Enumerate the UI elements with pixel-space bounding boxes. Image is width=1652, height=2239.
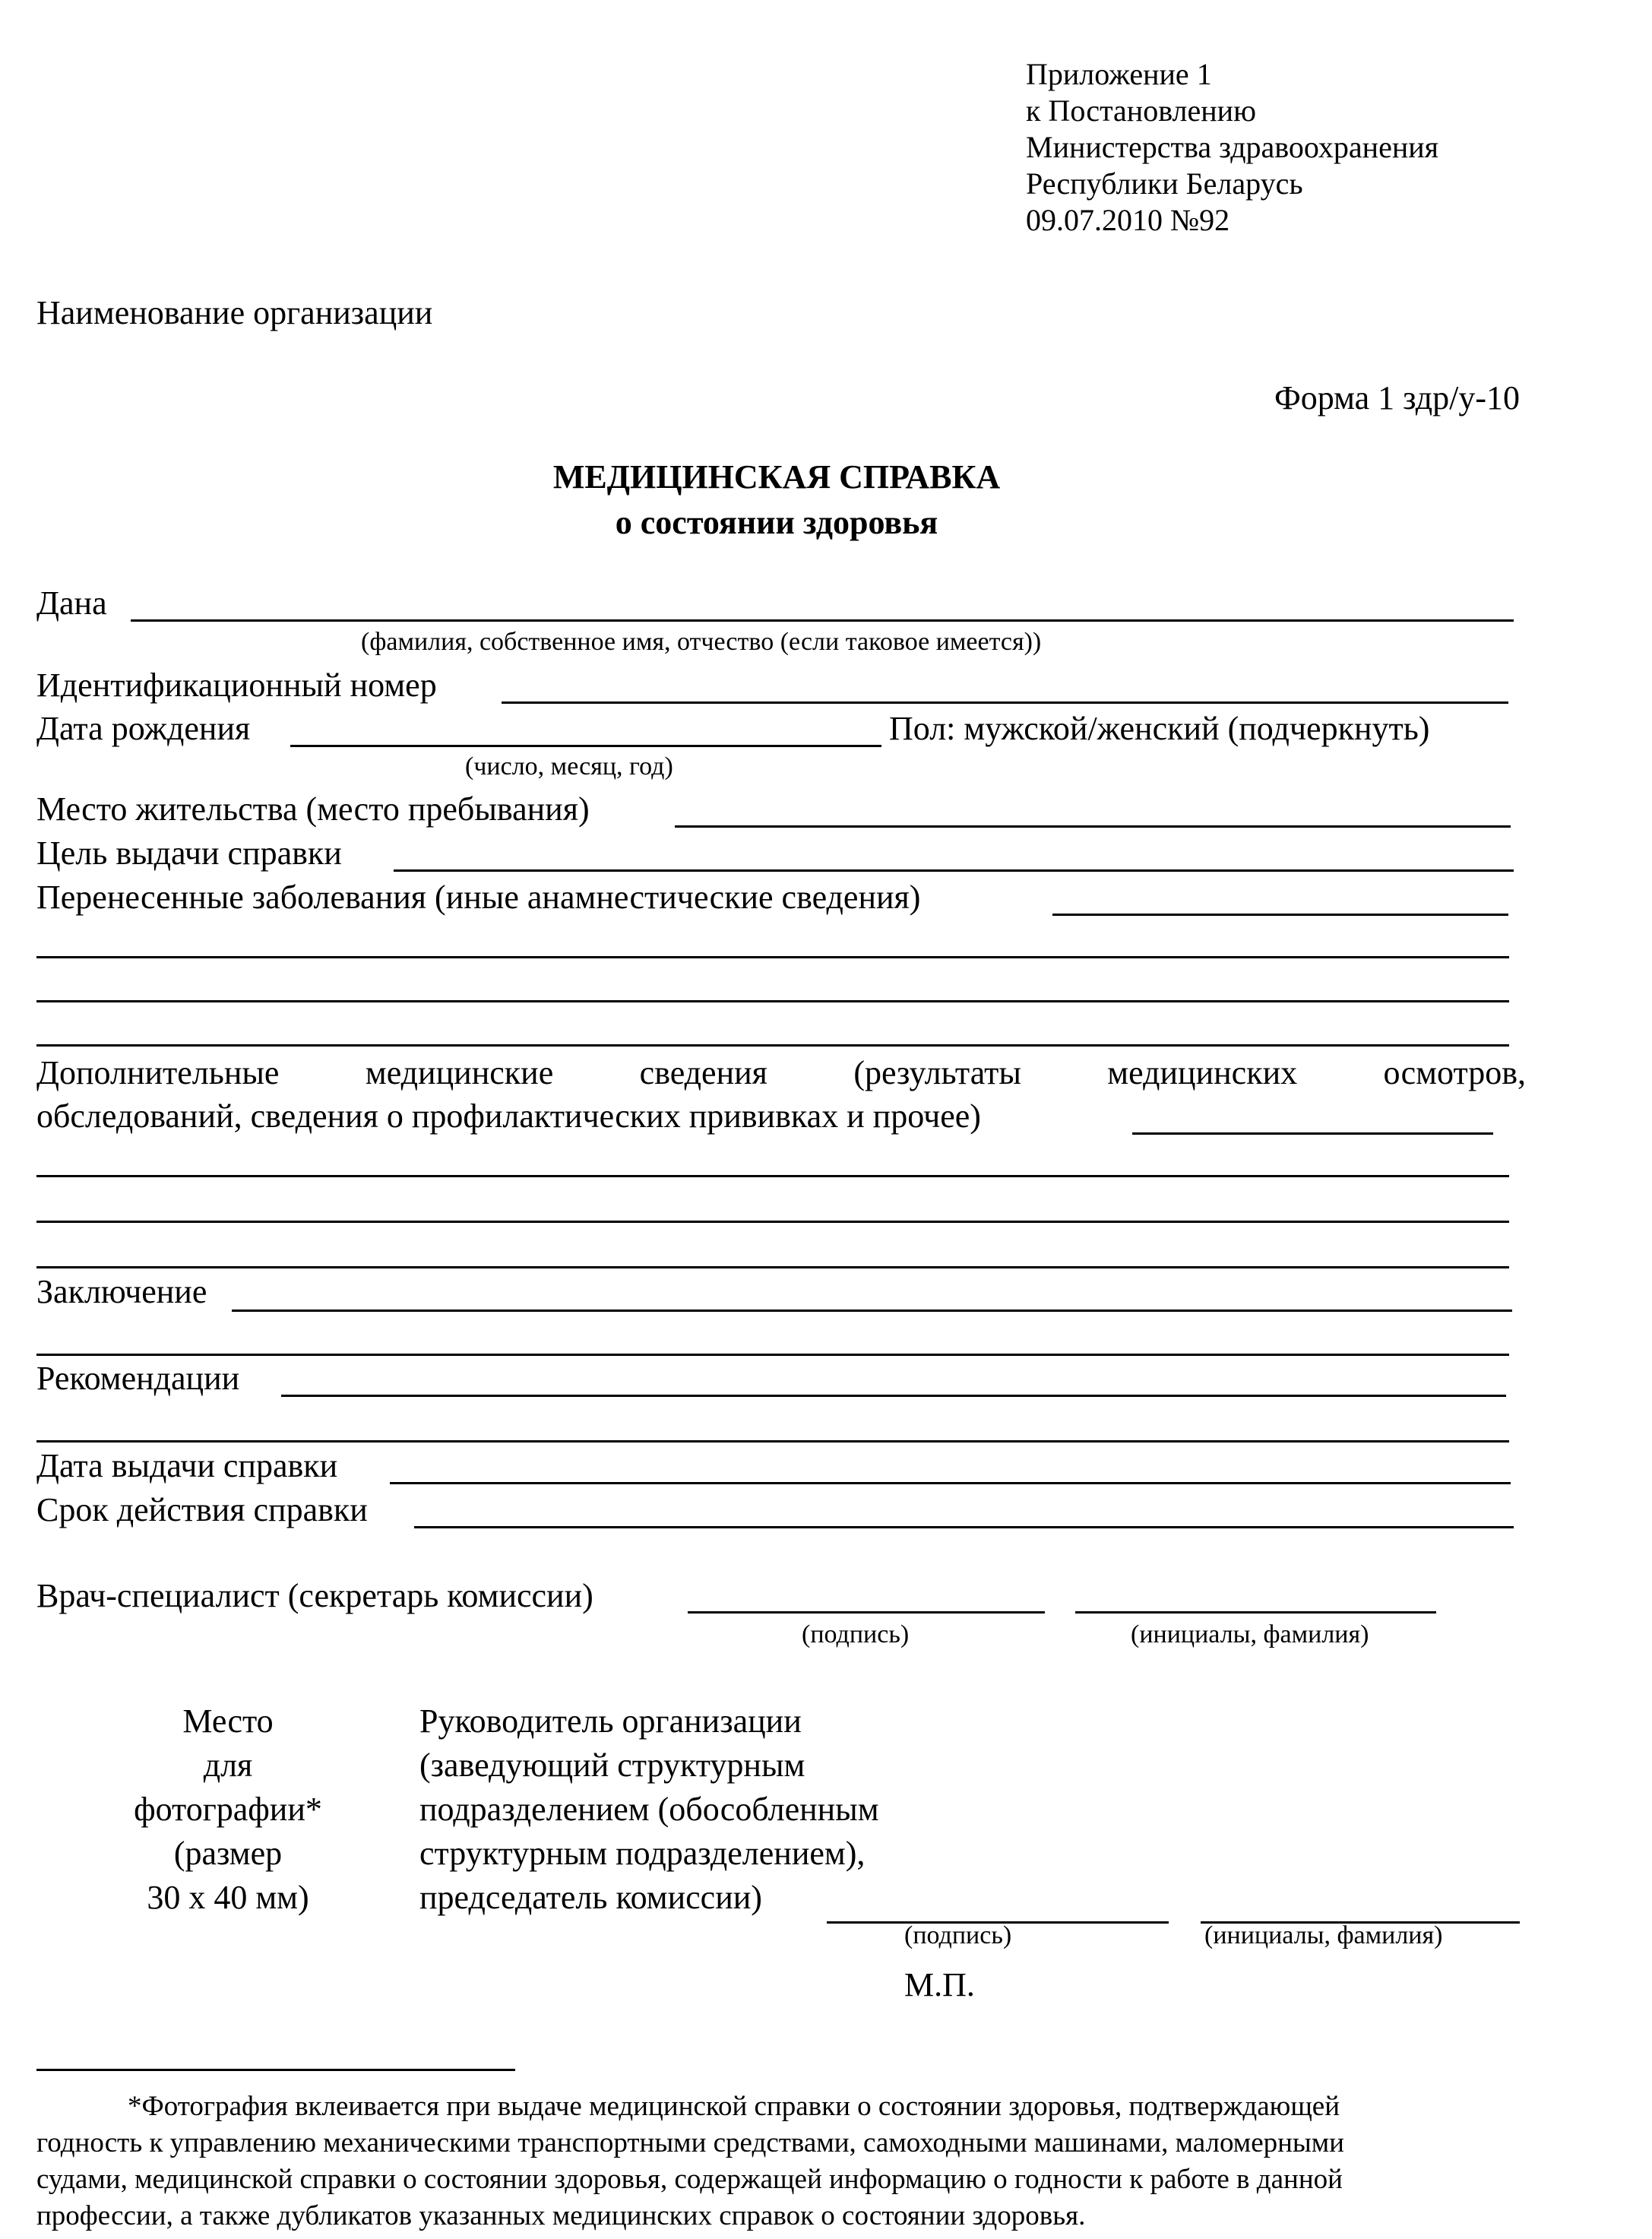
photo-placeholder bbox=[114, 1699, 342, 1920]
issue-date-label: Дата выдачи справки bbox=[36, 1447, 338, 1484]
document-subtitle: о состоянии здоровья bbox=[615, 504, 938, 541]
issue-date-input[interactable] bbox=[390, 1451, 1514, 1483]
footnote-line: профессии, а также дубликатов указанных медицинских справок о состоянии здоровья. bbox=[36, 2200, 1086, 2231]
head-signature-hint: (подпись) bbox=[904, 1921, 1012, 1949]
additional-label-line2: обследований, сведения о профилактических прививках и прочее) bbox=[36, 1097, 981, 1135]
additional-blank-line[interactable] bbox=[36, 1175, 1509, 1177]
additional-label-line1 bbox=[36, 1056, 1526, 1090]
sex-label[interactable]: Пол: мужской/женский (подчеркнуть) bbox=[889, 710, 1430, 747]
head-label-block bbox=[419, 1699, 879, 1920]
head-line: структурным подразделением), bbox=[419, 1835, 866, 1872]
form-code: Форма 1 здр/у-10 bbox=[1274, 379, 1520, 416]
photo-line: для bbox=[203, 1747, 253, 1784]
issued-to-label: Дана bbox=[36, 584, 107, 622]
past-diseases-input[interactable] bbox=[1052, 882, 1511, 914]
head-line: Руководитель организации bbox=[419, 1702, 802, 1740]
organization-label: Наименование организации bbox=[36, 294, 433, 331]
photo-line: 30 х 40 мм) bbox=[147, 1879, 309, 1916]
conclusion-input[interactable] bbox=[232, 1278, 1515, 1310]
additional-label-text: Дополнительные медицинские сведения (результаты медицинских осмотров, bbox=[36, 1054, 1526, 1091]
birth-date-input[interactable] bbox=[290, 714, 885, 746]
photo-line: Место bbox=[182, 1702, 274, 1740]
residence-label: Место жительства (место пребывания) bbox=[36, 790, 590, 828]
footnote-separator bbox=[36, 2069, 515, 2071]
doctor-name-hint: (инициалы, фамилия) bbox=[1131, 1620, 1369, 1648]
validity-label: Срок действия справки bbox=[36, 1491, 368, 1528]
additional-blank-line[interactable] bbox=[36, 1266, 1509, 1268]
validity-input[interactable] bbox=[414, 1495, 1517, 1527]
past-diseases-blank-line[interactable] bbox=[36, 956, 1509, 958]
stamp-label: М.П. bbox=[904, 1966, 975, 2003]
head-line: председатель комиссии) bbox=[419, 1879, 762, 1916]
id-number-label: Идентификационный номер bbox=[36, 667, 437, 704]
purpose-input[interactable] bbox=[394, 838, 1517, 870]
recommendations-label: Рекомендации bbox=[36, 1360, 240, 1397]
footnote-line: судами, медицинской справки о состоянии здоровья, содержащей информацию о годности к работе в данной bbox=[36, 2164, 1343, 2195]
approval-line: Республики Беларусь bbox=[1026, 166, 1303, 201]
purpose-label: Цель выдачи справки bbox=[36, 834, 342, 872]
head-line: (заведующий структурным bbox=[419, 1747, 805, 1784]
doctor-signature-line[interactable] bbox=[688, 1611, 1045, 1614]
conclusion-blank-line[interactable] bbox=[36, 1354, 1509, 1356]
issued-to-hint: (фамилия, собственное имя, отчество (если таковое имеется)) bbox=[361, 628, 1042, 656]
footnote-line: годность к управлению механическими транспортными средствами, самоходными машинами, маломерными bbox=[36, 2127, 1344, 2158]
document-title: МЕДИЦИНСКАЯ СПРАВКА bbox=[552, 458, 1001, 496]
id-number-input[interactable] bbox=[502, 670, 1511, 702]
doctor-name-line[interactable] bbox=[1075, 1611, 1436, 1614]
approval-line: Министерства здравоохранения bbox=[1026, 130, 1439, 164]
issued-to-input[interactable] bbox=[131, 588, 1517, 620]
footnote bbox=[36, 2089, 1526, 2234]
head-line: подразделением (обособленным bbox=[419, 1791, 879, 1828]
past-diseases-blank-line[interactable] bbox=[36, 1044, 1509, 1047]
footnote-line: *Фотография вклеивается при выдаче медицинской справки о состоянии здоровья, подтверждающей bbox=[128, 2091, 1340, 2122]
approval-line: Приложение 1 bbox=[1026, 57, 1212, 91]
past-diseases-label: Перенесенные заболевания (иные анамнестические сведения) bbox=[36, 879, 921, 916]
photo-line: фотографии* bbox=[134, 1791, 322, 1828]
conclusion-label: Заключение bbox=[36, 1273, 207, 1310]
doctor-signature-hint: (подпись) bbox=[802, 1620, 910, 1648]
approval-line: к Постановлению bbox=[1026, 93, 1256, 128]
approval-line: 09.07.2010 №92 bbox=[1026, 203, 1230, 237]
recommendations-blank-line[interactable] bbox=[36, 1440, 1509, 1443]
recommendations-input[interactable] bbox=[281, 1363, 1509, 1395]
birth-date-label: Дата рождения bbox=[36, 710, 251, 747]
past-diseases-blank-line[interactable] bbox=[36, 1000, 1509, 1002]
additional-input[interactable] bbox=[1132, 1101, 1496, 1133]
doctor-label: Врач-специалист (секретарь комиссии) bbox=[36, 1577, 593, 1614]
photo-line: (размер bbox=[173, 1835, 283, 1872]
residence-input[interactable] bbox=[675, 794, 1514, 826]
birth-date-hint: (число, месяц, год) bbox=[465, 752, 673, 781]
additional-blank-line[interactable] bbox=[36, 1221, 1509, 1223]
head-name-hint: (инициалы, фамилия) bbox=[1204, 1921, 1443, 1949]
approval-block bbox=[1026, 56, 1438, 239]
